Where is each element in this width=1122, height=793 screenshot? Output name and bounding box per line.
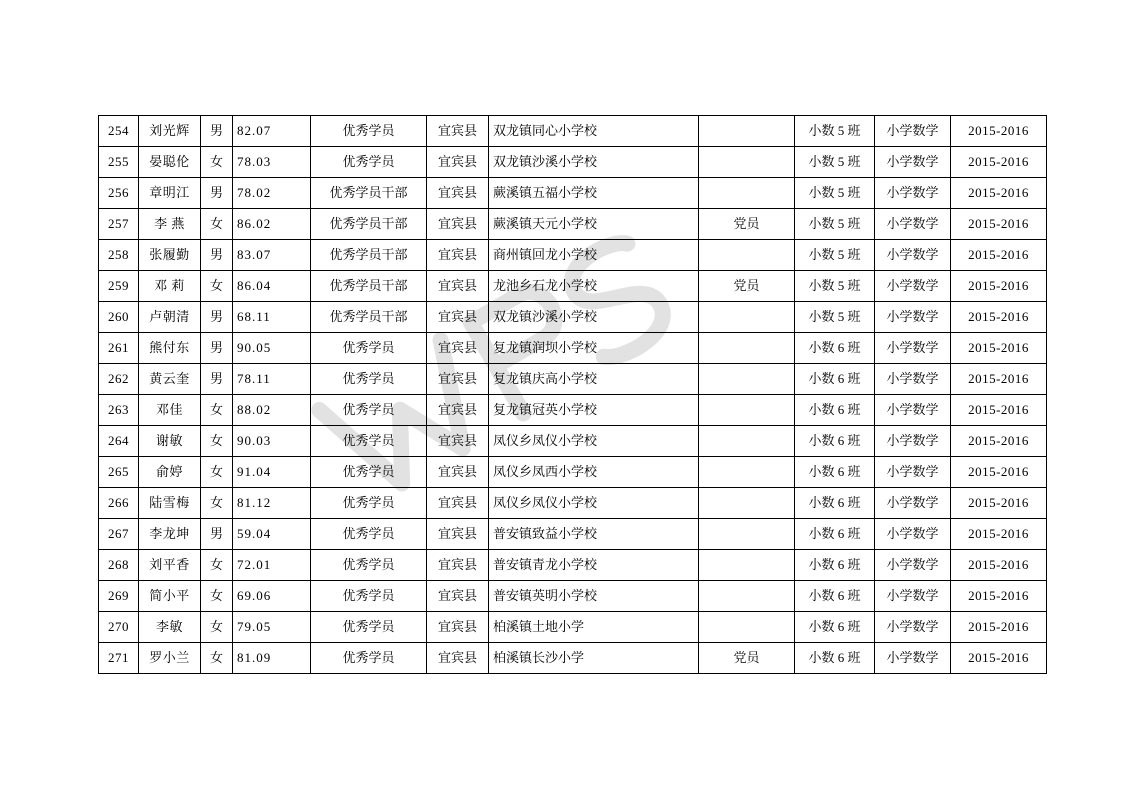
cell-school: 凤仪乡凤仪小学校: [489, 426, 699, 457]
cell-score: 78.03: [233, 147, 311, 178]
cell-honor: 优秀学员: [311, 395, 427, 426]
cell-county: 宜宾县: [427, 643, 489, 674]
cell-honor: 优秀学员: [311, 612, 427, 643]
cell-class: 小数 6 班: [795, 395, 875, 426]
cell-name: 刘光辉: [139, 116, 201, 147]
table-row: [99, 395, 1047, 426]
cell-party: [699, 457, 795, 488]
table-row: [99, 240, 1047, 271]
roster-table-body: [99, 116, 1047, 674]
cell-name: 谢敏: [139, 426, 201, 457]
cell-county: 宜宾县: [427, 364, 489, 395]
cell-honor: 优秀学员干部: [311, 178, 427, 209]
cell-index: 269: [99, 581, 139, 612]
cell-year: 2015-2016: [951, 271, 1047, 302]
cell-subject: 小学数学: [875, 581, 951, 612]
cell-name: 俞婷: [139, 457, 201, 488]
cell-year: 2015-2016: [951, 581, 1047, 612]
table-row: [99, 271, 1047, 302]
cell-subject: 小学数学: [875, 643, 951, 674]
cell-subject: 小学数学: [875, 364, 951, 395]
cell-name: 简小平: [139, 581, 201, 612]
table-row: [99, 333, 1047, 364]
cell-name: 陆雪梅: [139, 488, 201, 519]
cell-sex: 女: [201, 426, 233, 457]
cell-year: 2015-2016: [951, 550, 1047, 581]
cell-county: 宜宾县: [427, 488, 489, 519]
cell-score: 81.09: [233, 643, 311, 674]
cell-subject: 小学数学: [875, 178, 951, 209]
cell-index: 263: [99, 395, 139, 426]
cell-index: 264: [99, 426, 139, 457]
cell-party: [699, 333, 795, 364]
cell-school: 双龙镇同心小学校: [489, 116, 699, 147]
cell-index: 260: [99, 302, 139, 333]
cell-class: 小数 6 班: [795, 519, 875, 550]
table-row: [99, 581, 1047, 612]
roster-table: [98, 115, 1047, 674]
cell-honor: 优秀学员: [311, 364, 427, 395]
table-row: [99, 643, 1047, 674]
cell-sex: 女: [201, 488, 233, 519]
cell-score: 90.05: [233, 333, 311, 364]
cell-party: 党员: [699, 209, 795, 240]
cell-score: 86.04: [233, 271, 311, 302]
cell-year: 2015-2016: [951, 488, 1047, 519]
cell-index: 255: [99, 147, 139, 178]
cell-honor: 优秀学员: [311, 550, 427, 581]
cell-sex: 女: [201, 271, 233, 302]
cell-county: 宜宾县: [427, 550, 489, 581]
cell-sex: 女: [201, 147, 233, 178]
cell-name: 李 燕: [139, 209, 201, 240]
cell-score: 86.02: [233, 209, 311, 240]
cell-score: 82.07: [233, 116, 311, 147]
cell-party: [699, 364, 795, 395]
cell-class: 小数 6 班: [795, 364, 875, 395]
cell-name: 卢朝清: [139, 302, 201, 333]
cell-party: [699, 488, 795, 519]
cell-class: 小数 5 班: [795, 147, 875, 178]
cell-honor: 优秀学员: [311, 519, 427, 550]
table-row: [99, 178, 1047, 209]
cell-honor: 优秀学员: [311, 426, 427, 457]
cell-score: 78.11: [233, 364, 311, 395]
cell-year: 2015-2016: [951, 643, 1047, 674]
cell-year: 2015-2016: [951, 240, 1047, 271]
cell-class: 小数 5 班: [795, 302, 875, 333]
cell-class: 小数 5 班: [795, 271, 875, 302]
cell-name: 邓佳: [139, 395, 201, 426]
cell-honor: 优秀学员: [311, 581, 427, 612]
cell-class: 小数 6 班: [795, 612, 875, 643]
cell-sex: 男: [201, 302, 233, 333]
table-row: [99, 426, 1047, 457]
cell-sex: 男: [201, 364, 233, 395]
cell-honor: 优秀学员干部: [311, 271, 427, 302]
cell-class: 小数 6 班: [795, 488, 875, 519]
cell-party: [699, 612, 795, 643]
cell-subject: 小学数学: [875, 519, 951, 550]
cell-score: 69.06: [233, 581, 311, 612]
cell-subject: 小学数学: [875, 612, 951, 643]
cell-year: 2015-2016: [951, 395, 1047, 426]
cell-class: 小数 6 班: [795, 581, 875, 612]
cell-index: 262: [99, 364, 139, 395]
cell-name: 章明江: [139, 178, 201, 209]
cell-year: 2015-2016: [951, 364, 1047, 395]
cell-name: 张履勤: [139, 240, 201, 271]
cell-index: 270: [99, 612, 139, 643]
cell-party: [699, 426, 795, 457]
cell-county: 宜宾县: [427, 271, 489, 302]
cell-year: 2015-2016: [951, 178, 1047, 209]
cell-index: 256: [99, 178, 139, 209]
cell-year: 2015-2016: [951, 147, 1047, 178]
cell-school: 普安镇英明小学校: [489, 581, 699, 612]
cell-school: 蕨溪镇天元小学校: [489, 209, 699, 240]
cell-year: 2015-2016: [951, 612, 1047, 643]
table-row: [99, 302, 1047, 333]
cell-index: 271: [99, 643, 139, 674]
cell-index: 268: [99, 550, 139, 581]
cell-county: 宜宾县: [427, 116, 489, 147]
cell-sex: 男: [201, 333, 233, 364]
table-row: [99, 209, 1047, 240]
cell-name: 邓 莉: [139, 271, 201, 302]
table-row: [99, 147, 1047, 178]
cell-party: 党员: [699, 643, 795, 674]
cell-name: 熊付东: [139, 333, 201, 364]
cell-year: 2015-2016: [951, 116, 1047, 147]
cell-county: 宜宾县: [427, 395, 489, 426]
cell-subject: 小学数学: [875, 147, 951, 178]
cell-year: 2015-2016: [951, 519, 1047, 550]
cell-score: 90.03: [233, 426, 311, 457]
cell-sex: 女: [201, 395, 233, 426]
cell-name: 黄云奎: [139, 364, 201, 395]
cell-school: 复龙镇冠英小学校: [489, 395, 699, 426]
cell-class: 小数 5 班: [795, 209, 875, 240]
cell-school: 龙池乡石龙小学校: [489, 271, 699, 302]
table-row: [99, 612, 1047, 643]
cell-school: 蕨溪镇五福小学校: [489, 178, 699, 209]
cell-party: [699, 240, 795, 271]
cell-honor: 优秀学员: [311, 116, 427, 147]
cell-name: 晏聪伦: [139, 147, 201, 178]
cell-index: 267: [99, 519, 139, 550]
cell-class: 小数 6 班: [795, 643, 875, 674]
table-row: [99, 364, 1047, 395]
cell-class: 小数 6 班: [795, 550, 875, 581]
table-row: [99, 550, 1047, 581]
cell-class: 小数 5 班: [795, 240, 875, 271]
cell-name: 刘平香: [139, 550, 201, 581]
cell-sex: 男: [201, 519, 233, 550]
cell-subject: 小学数学: [875, 116, 951, 147]
table-row: [99, 519, 1047, 550]
cell-subject: 小学数学: [875, 550, 951, 581]
cell-year: 2015-2016: [951, 457, 1047, 488]
cell-year: 2015-2016: [951, 209, 1047, 240]
cell-subject: 小学数学: [875, 333, 951, 364]
cell-county: 宜宾县: [427, 457, 489, 488]
cell-index: 266: [99, 488, 139, 519]
cell-score: 59.04: [233, 519, 311, 550]
cell-score: 79.05: [233, 612, 311, 643]
cell-class: 小数 6 班: [795, 333, 875, 364]
cell-subject: 小学数学: [875, 488, 951, 519]
cell-school: 凤仪乡凤仪小学校: [489, 488, 699, 519]
cell-school: 复龙镇润坝小学校: [489, 333, 699, 364]
cell-honor: 优秀学员: [311, 457, 427, 488]
cell-sex: 女: [201, 612, 233, 643]
roster-table-container: [98, 115, 1029, 674]
cell-school: 复龙镇庆高小学校: [489, 364, 699, 395]
table-row: [99, 116, 1047, 147]
cell-honor: 优秀学员: [311, 333, 427, 364]
cell-school: 柏溪镇土地小学: [489, 612, 699, 643]
cell-party: [699, 550, 795, 581]
cell-sex: 男: [201, 178, 233, 209]
cell-subject: 小学数学: [875, 240, 951, 271]
cell-county: 宜宾县: [427, 178, 489, 209]
cell-honor: 优秀学员: [311, 147, 427, 178]
cell-county: 宜宾县: [427, 302, 489, 333]
cell-score: 91.04: [233, 457, 311, 488]
cell-index: 259: [99, 271, 139, 302]
cell-sex: 女: [201, 643, 233, 674]
cell-honor: 优秀学员干部: [311, 209, 427, 240]
cell-party: [699, 519, 795, 550]
cell-school: 双龙镇沙溪小学校: [489, 302, 699, 333]
cell-subject: 小学数学: [875, 426, 951, 457]
cell-honor: 优秀学员: [311, 643, 427, 674]
cell-county: 宜宾县: [427, 581, 489, 612]
cell-honor: 优秀学员干部: [311, 240, 427, 271]
cell-county: 宜宾县: [427, 426, 489, 457]
cell-score: 68.11: [233, 302, 311, 333]
cell-school: 普安镇青龙小学校: [489, 550, 699, 581]
cell-school: 普安镇致益小学校: [489, 519, 699, 550]
cell-score: 88.02: [233, 395, 311, 426]
cell-subject: 小学数学: [875, 302, 951, 333]
cell-index: 254: [99, 116, 139, 147]
cell-party: [699, 395, 795, 426]
cell-year: 2015-2016: [951, 302, 1047, 333]
cell-county: 宜宾县: [427, 240, 489, 271]
cell-index: 258: [99, 240, 139, 271]
cell-school: 双龙镇沙溪小学校: [489, 147, 699, 178]
cell-party: 党员: [699, 271, 795, 302]
cell-name: 罗小兰: [139, 643, 201, 674]
cell-sex: 女: [201, 550, 233, 581]
cell-party: [699, 581, 795, 612]
cell-party: [699, 302, 795, 333]
cell-sex: 女: [201, 581, 233, 612]
cell-county: 宜宾县: [427, 147, 489, 178]
cell-subject: 小学数学: [875, 271, 951, 302]
cell-index: 261: [99, 333, 139, 364]
cell-party: [699, 178, 795, 209]
cell-school: 凤仪乡凤西小学校: [489, 457, 699, 488]
cell-sex: 女: [201, 209, 233, 240]
cell-year: 2015-2016: [951, 426, 1047, 457]
cell-year: 2015-2016: [951, 333, 1047, 364]
cell-score: 78.02: [233, 178, 311, 209]
cell-sex: 男: [201, 240, 233, 271]
cell-honor: 优秀学员干部: [311, 302, 427, 333]
cell-sex: 女: [201, 457, 233, 488]
cell-party: [699, 116, 795, 147]
cell-class: 小数 5 班: [795, 116, 875, 147]
cell-county: 宜宾县: [427, 209, 489, 240]
cell-county: 宜宾县: [427, 612, 489, 643]
cell-index: 257: [99, 209, 139, 240]
cell-score: 83.07: [233, 240, 311, 271]
table-row: [99, 457, 1047, 488]
cell-name: 李龙坤: [139, 519, 201, 550]
cell-county: 宜宾县: [427, 333, 489, 364]
cell-score: 81.12: [233, 488, 311, 519]
cell-party: [699, 147, 795, 178]
table-row: [99, 488, 1047, 519]
cell-class: 小数 6 班: [795, 457, 875, 488]
cell-honor: 优秀学员: [311, 488, 427, 519]
cell-subject: 小学数学: [875, 457, 951, 488]
cell-sex: 男: [201, 116, 233, 147]
cell-score: 72.01: [233, 550, 311, 581]
cell-county: 宜宾县: [427, 519, 489, 550]
cell-name: 李敏: [139, 612, 201, 643]
cell-subject: 小学数学: [875, 209, 951, 240]
cell-class: 小数 6 班: [795, 426, 875, 457]
cell-school: 柏溪镇长沙小学: [489, 643, 699, 674]
cell-class: 小数 5 班: [795, 178, 875, 209]
cell-subject: 小学数学: [875, 395, 951, 426]
cell-school: 商州镇回龙小学校: [489, 240, 699, 271]
cell-index: 265: [99, 457, 139, 488]
